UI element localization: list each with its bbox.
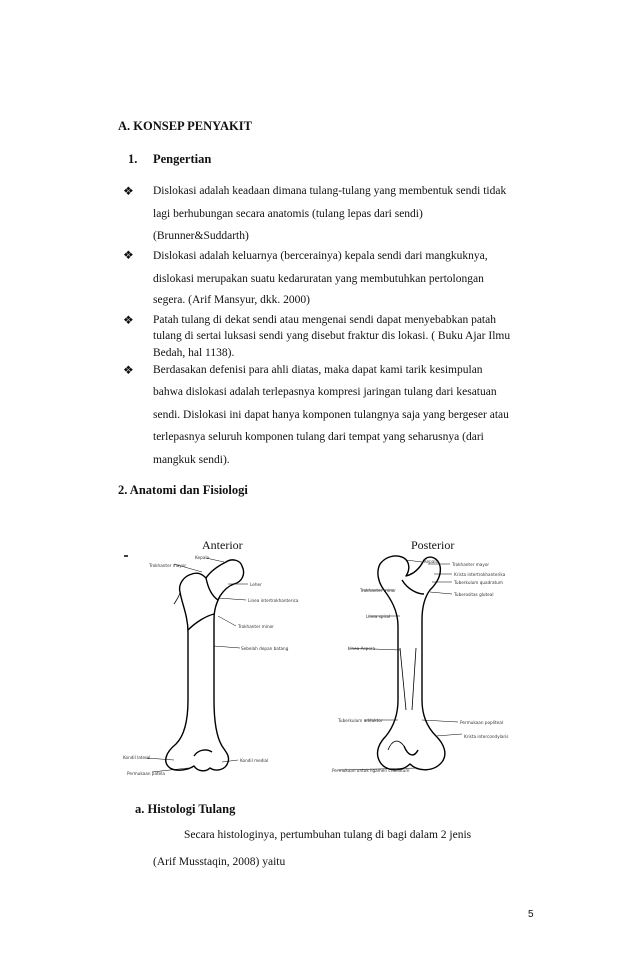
anterior-label: Kepala (195, 555, 210, 560)
bullet-3-line-1: Patah tulang di dekat sendi atau mengenai sendi dapat menyebabkan patah (153, 314, 496, 326)
bullet-1-line-3: (Brunner&Suddarth) (153, 230, 249, 242)
posterior-label: Permukaan popliteal (460, 720, 503, 725)
bullet-icon: ❖ (123, 184, 134, 198)
figure-title-anterior: Anterior (202, 538, 243, 552)
bullet-2-line-1: Dislokasi adalah keluarnya (bercerainya) kepala sendi dari mangkuknya, (153, 250, 488, 262)
bullet-4-line-3: sendi. Dislokasi ini dapat hanya komponen tulangnya saja yang bergeser atau (153, 409, 509, 421)
posterior-label: Kepala (424, 559, 439, 564)
anterior-label: Kondil medial (240, 758, 269, 763)
bullet-4-line-4: terlepasnya seluruh komponen tulang dari tempat yang seharusnya (dari (153, 431, 484, 443)
subsection-number: 1. (128, 152, 138, 166)
bullet-3-line-2: tulang di sertai luksasi sendi yang disebut fraktur dis lokasi. ( Buku Ajar Ilmu (153, 330, 511, 342)
bullet-4-line-2: bahwa dislokasi adalah terlepasnya kompresi jaringan tulang dari kesatuan (153, 386, 497, 398)
histology-line-1: Secara histologinya, pertumbuhan tulang di bagi dalam 2 jenis (184, 829, 472, 841)
posterior-label: Krista intertrokhanterika (454, 572, 506, 577)
bullet-icon: ❖ (123, 248, 134, 262)
anterior-label: Sebelah depan batang (241, 646, 289, 651)
subsection-title-histology: a. Histologi Tulang (135, 802, 236, 816)
anterior-label: Trokhanter minor (238, 624, 274, 629)
section-title: A. KONSEP PENYAKIT (118, 119, 252, 133)
bullet-4-line-1: Berdasakan defenisi para ahli diatas, maka dapat kami tarik kesimpulan (153, 364, 483, 376)
posterior-label: Tuberkulum adduktor (338, 718, 383, 723)
posterior-label: Trokhanter minor (360, 588, 396, 593)
bullet-2-line-2: dislokasi merupakan suatu kedaruratan yang membutuhkan pertolongan (153, 273, 484, 285)
bullet-icon: ❖ (123, 363, 134, 377)
bullet-1-line-1: Dislokasi adalah keadaan dimana tulang-tulang yang membentuk sendi tidak (153, 185, 507, 197)
posterior-label: Tuberositas gluteal (454, 592, 494, 597)
anterior-label: Trokhanter mayor (149, 563, 187, 568)
posterior-label: Linea spiral (366, 614, 391, 619)
bullet-2-line-3: segera. (Arif Mansyur, dkk. 2000) (153, 294, 310, 306)
posterior-label: Linea Aspera (348, 646, 376, 651)
figure-title-posterior: Posterior (411, 538, 455, 552)
bullet-1-line-2: lagi berhubungan secara anatomis (tulang lepas dari sendi) (153, 208, 423, 220)
bullet-icon: ❖ (123, 313, 134, 327)
anterior-label: Kondil lateral (123, 755, 151, 760)
histology-line-2: (Arif Musstaqin, 2008) yaitu (153, 856, 286, 868)
anterior-label: Permukaan patela (127, 771, 165, 776)
page-number: 5 (528, 909, 534, 920)
posterior-label: Krista intercondylaris (464, 734, 509, 739)
subsection-title-anatomy: 2. Anatomi dan Fisiologi (118, 483, 248, 497)
subsection-title: Pengertian (153, 152, 212, 166)
posterior-label: Trokhanter mayor (452, 562, 490, 567)
anterior-femur (166, 560, 244, 771)
posterior-label: Tuberkulum quadratum (454, 580, 503, 585)
anterior-label: Linea intertrokhanterica (248, 598, 299, 603)
posterior-label: Permukaan untuk ligamen cruciatum (332, 768, 410, 773)
anterior-label: Leher (250, 582, 262, 587)
bullet-4-line-5: mangkuk sendi). (153, 454, 230, 466)
bullet-3-line-3: Bedah, hal 1138). (153, 347, 235, 359)
